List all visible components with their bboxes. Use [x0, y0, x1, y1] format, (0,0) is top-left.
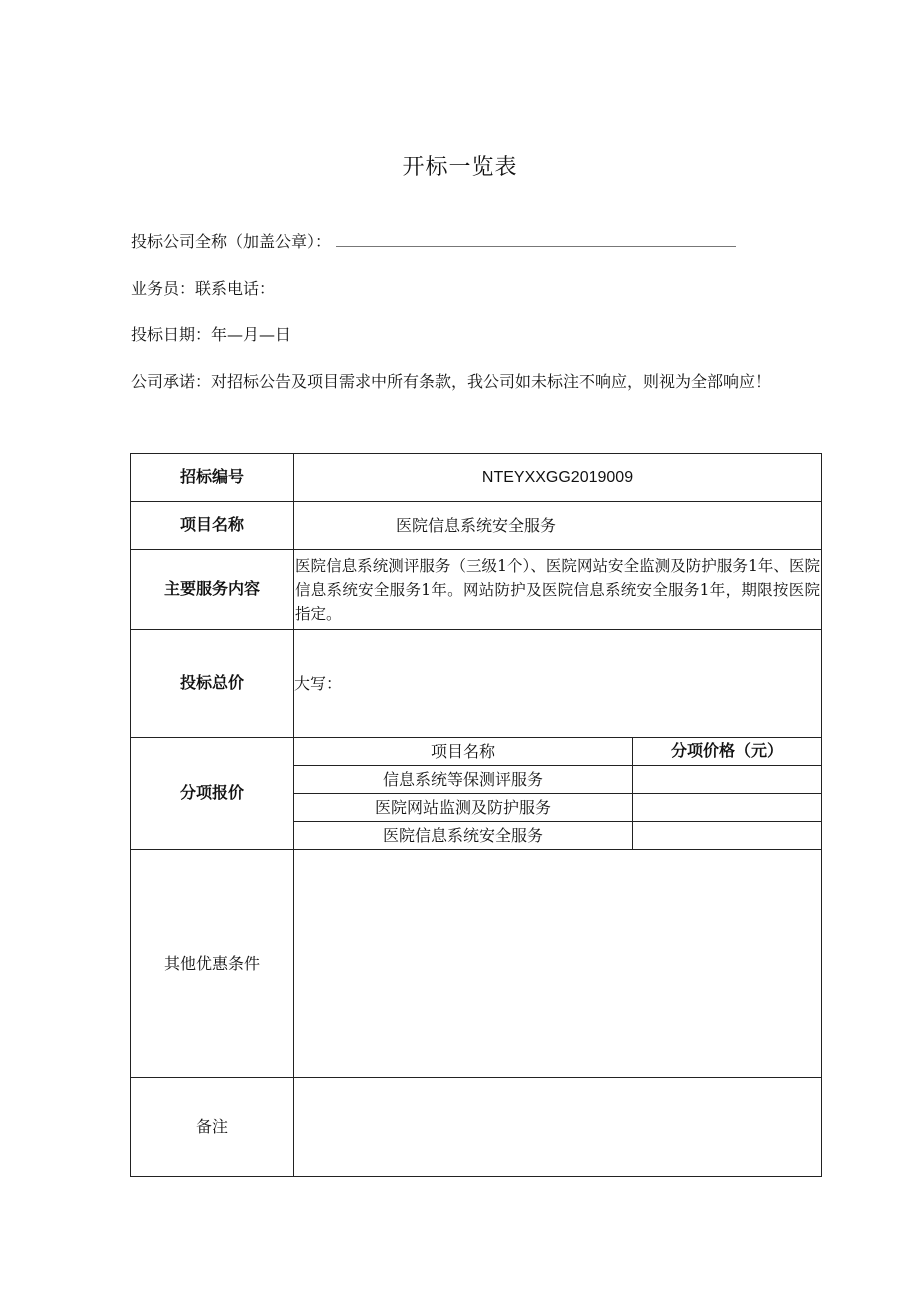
itemized-header-name: 项目名称 — [430, 741, 495, 761]
itemized-row-price — [633, 766, 821, 793]
project-name-value: 医院信息系统安全服务 — [396, 515, 557, 535]
itemized-row-name: 医院网站监测及防护服务 — [374, 797, 551, 817]
commitment-text: 公司承诺：对招标公告及项目需求中所有条款，我公司如未标注不响应，则视为全部响应！ — [131, 372, 772, 391]
bid-number-value: NTEYXXGG2019009 — [481, 468, 634, 486]
service-content-value: 医院信息系统测评服务（三级1个）、医院网站安全监测及防护服务1年、医院信息系统安全服务1年。网站防护及医院信息系统安全服务1年，期限按医院指定。 — [295, 556, 820, 623]
page-title: 开标一览表 — [402, 155, 518, 180]
itemized-row-name: 医院信息系统安全服务 — [382, 825, 543, 845]
total-price-value-label: 大写： — [294, 673, 343, 693]
bid-summary-table — [130, 453, 822, 1177]
company-name-line — [131, 229, 736, 252]
contact-line: 业务员：联系电话： — [131, 279, 276, 298]
total-price-label: 投标总价 — [179, 674, 244, 692]
remark-label: 备注 — [195, 1117, 228, 1136]
itemized-row-price — [633, 794, 821, 821]
project-name-label: 项目名称 — [179, 516, 244, 534]
company-name-label: 投标公司全称（加盖公章）： — [131, 232, 332, 251]
bid-date-line: 投标日期：年—月—日 — [131, 325, 292, 344]
itemized-row-name: 信息系统等保测评服务 — [382, 769, 543, 789]
service-content-label: 主要服务内容 — [163, 580, 260, 598]
itemized-quote-label: 分项报价 — [179, 784, 244, 802]
itemized-row-price — [633, 822, 821, 849]
itemized-header-price: 分项价格（元） — [670, 742, 783, 760]
remark-value — [294, 1078, 821, 1176]
other-discount-label: 其他优惠条件 — [163, 953, 260, 973]
bid-number-label: 招标编号 — [179, 468, 244, 486]
company-name-underline — [336, 232, 736, 247]
other-discount-value — [294, 850, 821, 1077]
